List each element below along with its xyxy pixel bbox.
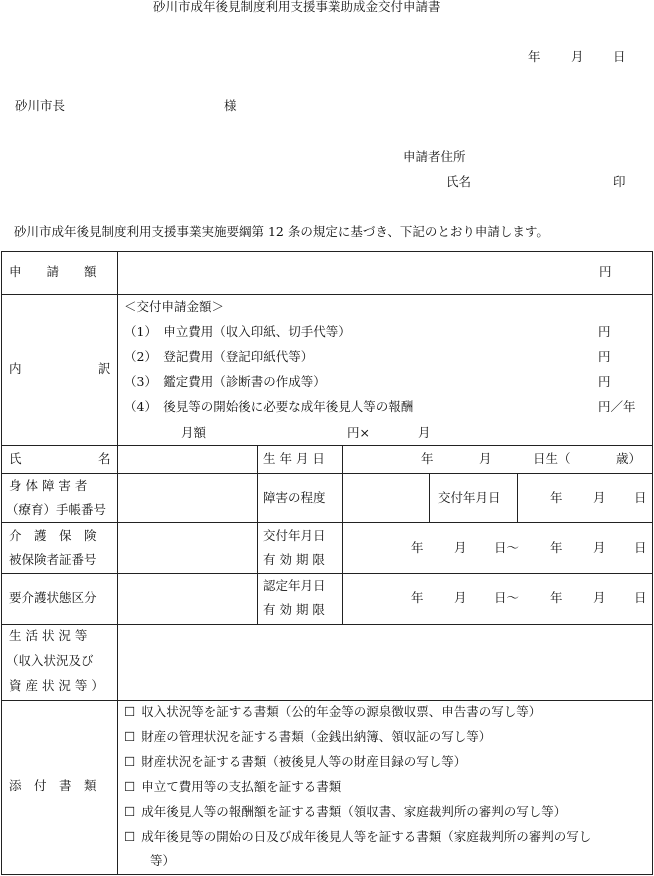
attachment-text: 収入状況等を証する書類（公的年金等の源泉徴収票、申告書の写し等） [141,704,542,719]
attachment-item[interactable] [124,754,466,770]
care-from-month: 月 [454,590,467,605]
amount-unit: 円 [599,264,612,279]
breakdown-item: （1） 申立費用（収入印紙、切手代等） [124,324,351,339]
date-year: 年 [528,49,541,64]
checkbox-icon[interactable]: ☐ [124,754,136,769]
checkbox-icon[interactable]: ☐ [124,704,136,719]
checkbox-icon[interactable]: ☐ [124,829,136,844]
date-month: 月 [571,49,584,64]
checkbox-icon[interactable]: ☐ [124,729,136,744]
checkbox-icon[interactable]: ☐ [124,804,136,819]
monthly-label: 月額 [181,425,207,440]
insurance-date-label-2: 有 効 期 限 [263,552,325,567]
issue-day: 日 [634,490,647,505]
care-to-day: 日 [634,590,647,605]
breakdown-item-unit: 円 [598,324,611,339]
attachment-text: 成年後見等の開始の日及び成年後見人等を証する書類（家庭裁判所の審判の写し [141,829,592,844]
insurance-to-month: 月 [593,540,606,555]
form-title: 砂川市成年後見制度利用支援事業助成金交付申請書 [153,0,441,14]
attachment-item[interactable] [124,779,341,795]
insurance-from-day: 日〜 [494,540,520,555]
insurance-from-month: 月 [454,540,467,555]
breakdown-item-unit: 円／年 [598,399,636,414]
attachment-text: 申立て費用等の支払額を証する書類 [141,779,342,794]
monthly-unit: 円× [347,425,370,440]
living-label-3: 資 産 状 況 等 ） [9,678,104,693]
breakdown-item: （4） 後見等の開始後に必要な成年後見人等の報酬 [124,399,414,414]
care-date-label-2: 有 効 期 限 [263,602,325,617]
insurance-to-day: 日 [634,540,647,555]
attachment-item[interactable] [124,729,491,745]
applicant-seal: 印 [613,174,626,189]
insurance-to-year: 年 [550,540,563,555]
issue-year: 年 [550,490,563,505]
disability-label-1: 身 体 障 害 者 [9,478,88,493]
breakdown-label-left: 内 [9,361,22,376]
degree-field[interactable] [344,475,428,521]
care-level-field[interactable] [119,575,256,623]
living-situation-field[interactable] [119,626,651,699]
attachment-item[interactable] [124,829,591,845]
breakdown-item-unit: 円 [598,374,611,389]
applicant-name-label: 氏名 [446,174,472,189]
care-from-day: 日〜 [494,590,520,605]
birth-age: 歳） [616,451,642,466]
issue-month: 月 [593,490,606,505]
attachment-text: 財産状況を証する書類（被後見人等の財産目録の写し等） [141,754,467,769]
amount-label: 申 請 額 [9,264,97,279]
insurance-number-field[interactable] [119,524,256,572]
applicant-address-label: 申請者住所 [403,149,466,164]
checkbox-icon[interactable]: ☐ [124,779,136,794]
degree-label: 障害の程度 [263,490,326,505]
attachments-label: 添 付 書 類 [9,778,97,793]
insurance-label-1: 介 護 保 険 [9,528,97,543]
care-from-year: 年 [411,590,424,605]
months-unit: 月 [418,425,431,440]
care-to-month: 月 [593,590,606,605]
amount-field[interactable] [119,253,651,293]
intro-text: 砂川市成年後見制度利用支援事業実施要綱第 12 条の規定に基づき、下記のとおり申請します。 [14,224,549,239]
attachment-text: 財産の管理状況を証する書類（金銭出納簿、領収証の写し等） [141,729,492,744]
attachment-item[interactable] [124,804,566,820]
recipient-honorific: 様 [224,98,237,113]
date-day: 日 [613,49,626,64]
birth-day: 日生（ [533,451,571,466]
handbook-number-field[interactable] [119,475,256,521]
breakdown-item: （3） 鑑定費用（診断書の作成等） [124,374,326,389]
birth-month: 月 [479,451,492,466]
attachment-text: 成年後見人等の報酬額を証する書類（領収書、家庭裁判所の審判の写し等） [141,804,567,819]
breakdown-item-unit: 円 [598,349,611,364]
care-level-label: 要介護状態区分 [9,590,97,605]
name-field[interactable] [119,447,256,472]
living-label-2: （収入状況及び [6,653,94,668]
insurance-date-label-1: 交付年月日 [263,528,326,543]
insurance-label-2: 被保険者証番号 [9,552,97,567]
care-date-label-1: 認定年月日 [263,578,326,593]
disability-label-2: （療育）手帳番号 [6,502,107,517]
breakdown-item: （2） 登記費用（登記印紙代等） [124,349,314,364]
breakdown-header: ＜交付申請金額＞ [124,299,225,314]
name-label-left: 氏 [9,451,22,466]
birth-year: 年 [421,451,434,466]
recipient-name: 砂川市長 [15,98,66,113]
living-label-1: 生 活 状 況 等 [9,628,88,643]
care-to-year: 年 [550,590,563,605]
name-label-right: 名 [98,451,111,466]
breakdown-label-right: 訳 [98,361,111,376]
insurance-from-year: 年 [411,540,424,555]
attachment-text-continuation: 等） [150,853,176,868]
attachment-item[interactable] [124,704,541,720]
birth-label: 生 年 月 日 [263,451,325,466]
issue-date-label: 交付年月日 [438,490,501,505]
